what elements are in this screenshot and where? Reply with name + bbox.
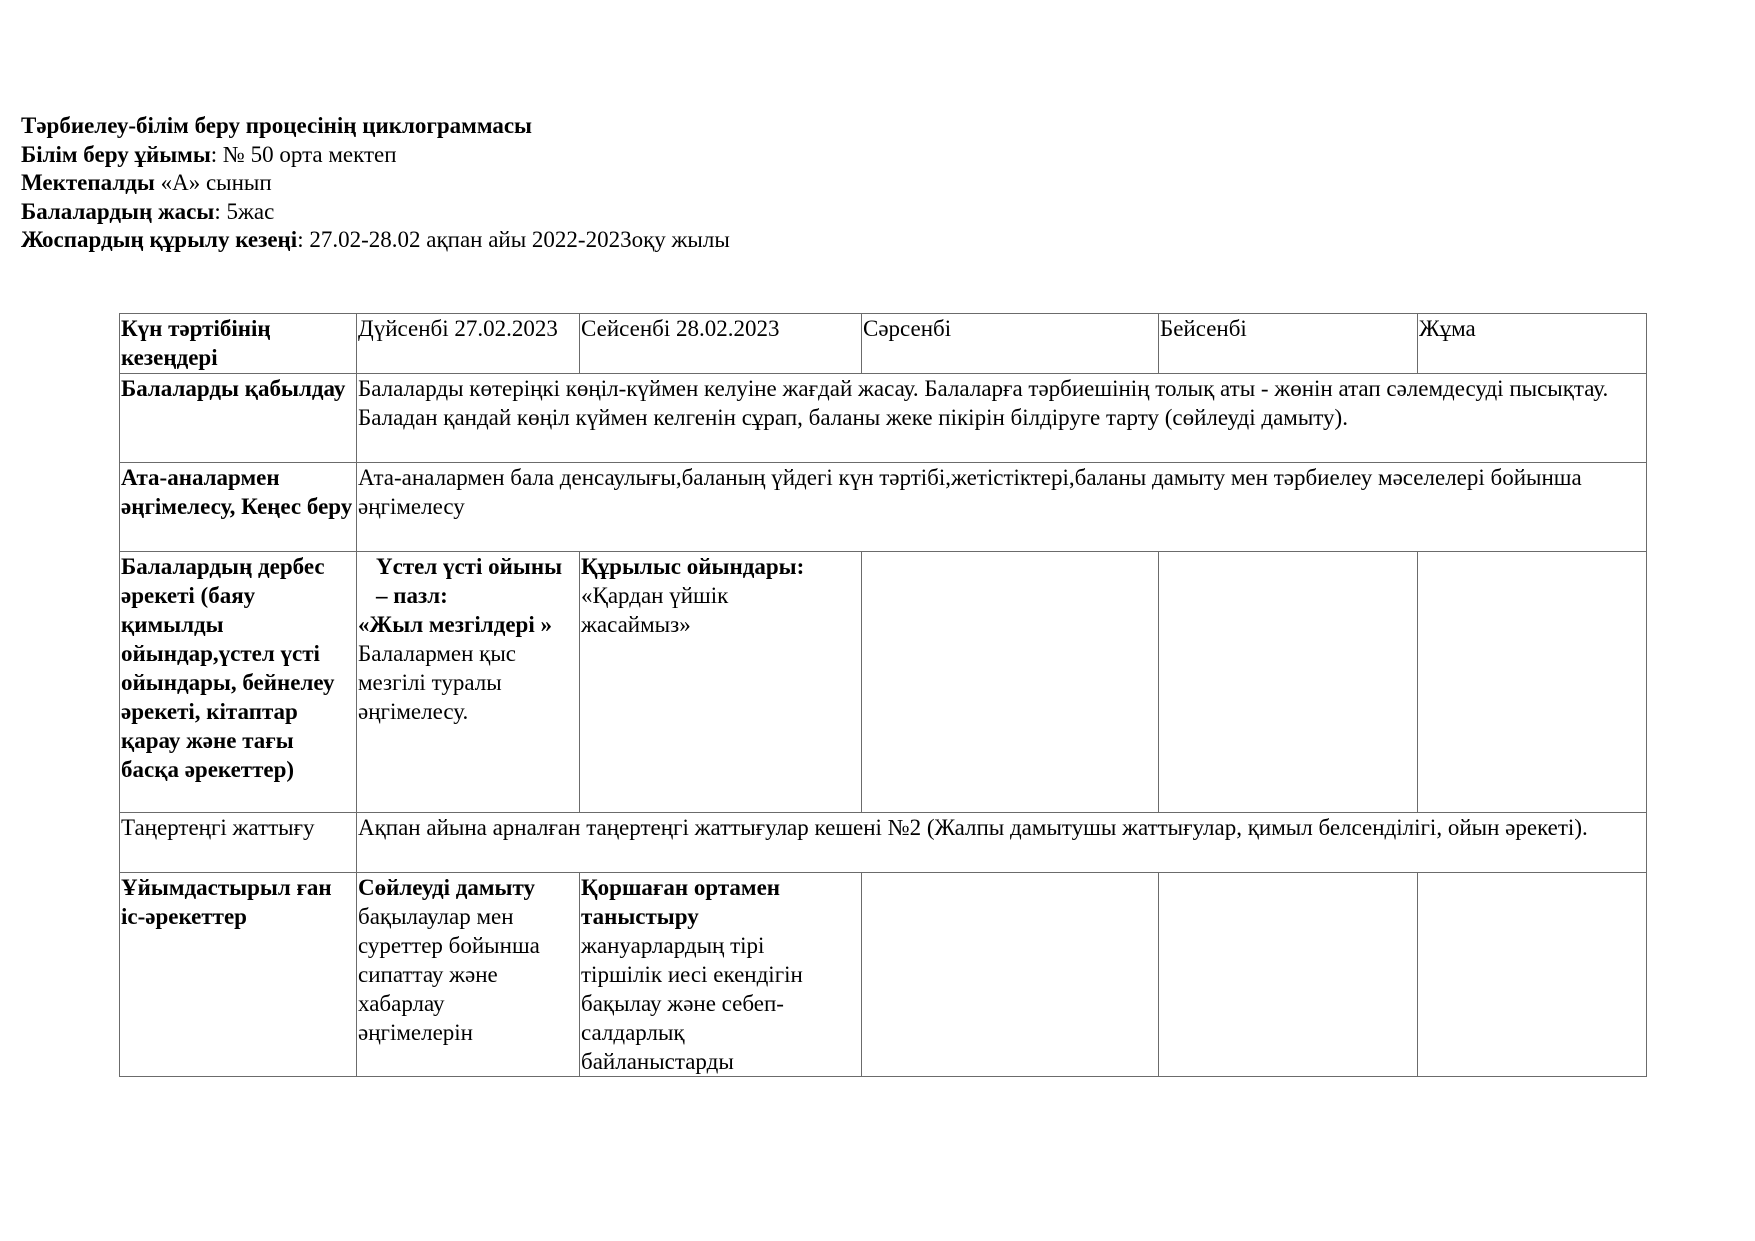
- row-label-reception: Балаларды қабылдау: [120, 374, 357, 463]
- table-header-row: [120, 314, 1647, 374]
- organized-wednesday-cell: [862, 873, 1159, 1077]
- parents-text: Ата-аналармен бала денсаулығы,баланың үйдегі күн тәртібі,жетістіктері,баланы дамыту мен тәрбиелеу мәселелері бойынша әңгімелесу: [357, 463, 1647, 552]
- cyclogram-table: [119, 313, 1647, 1077]
- table-row: [120, 873, 1647, 1077]
- header-cell-monday: Дүйсенбі 27.02.2023: [357, 314, 580, 374]
- tuesday-game-title: Құрылыс ойындары:: [581, 554, 805, 579]
- monday-game-text: Балалармен қыс мезгілі туралы әңгімелесу.: [358, 641, 517, 724]
- table-row: [120, 463, 1647, 552]
- reception-text: Балаларды көтеріңкі көңіл-күймен келуіне жағдай жасау. Балаларға тәрбиешінің толық аты - жөнін атап сәлемдесуді пысықтау. Баладан қандай көңіл күймен келгенін сұрап, баланы жеке пікірін білдіруге тарту (сөйлеуді дамыту).: [357, 374, 1647, 463]
- document-header: [21, 112, 730, 255]
- monday-activity-text: бақылаулар мен суреттер бойынша сипаттау және хабарлау әңгімелерін: [358, 904, 540, 1045]
- monday-game-title: Үстел үсті ойыны – пазл:: [376, 554, 563, 608]
- row-label-morning-exercise: Таңертеңгі жаттығу: [120, 813, 357, 873]
- independent-friday-cell: [1418, 552, 1647, 813]
- age-line: Балалардың жасы: 5жас: [21, 198, 275, 224]
- header-cell-tuesday: Сейсенбі 28.02.2023: [580, 314, 862, 374]
- header-cell-thursday: Бейсенбі: [1159, 314, 1418, 374]
- row-label-organized-activities: Ұйымдастырыл ған іс-әрекеттер: [120, 873, 357, 1077]
- monday-game-subtitle: «Жыл мезгілдері »: [358, 612, 552, 637]
- tuesday-activity-text: жануарлардың тірі тіршілік иесі екендігін бақылау және себеп-салдарлық байланыстарды: [581, 933, 803, 1074]
- organized-tuesday-cell: [580, 873, 862, 1077]
- independent-tuesday-cell: [580, 552, 862, 813]
- header-cell-friday: Жұма: [1418, 314, 1647, 374]
- class-line: Мектепалды «А» сынып: [21, 170, 272, 195]
- independent-wednesday-cell: [862, 552, 1159, 813]
- tuesday-game-text: «Қардан үйшік жасаймыз»: [581, 583, 729, 637]
- monday-activity-title: Сөйлеуді дамыту: [358, 875, 535, 900]
- table-row: [120, 552, 1647, 813]
- row-label-independent-activity: Балалардың дербес әрекеті (баяу қимылды ойындар,үстел үсті ойындары, бейнелеу әрекеті, кітаптар қарау және тағы басқа әрекеттер): [120, 552, 357, 813]
- organized-friday-cell: [1418, 873, 1647, 1077]
- header-cell-wednesday: Сәрсенбі: [862, 314, 1159, 374]
- independent-thursday-cell: [1159, 552, 1418, 813]
- row-label-parents: Ата-аналармен әңгімелесу, Кеңес беру: [120, 463, 357, 552]
- period-line: Жоспардың құрылу кезеңі: 27.02-28.02 ақпан айы 2022-2023оқу жылы: [21, 227, 730, 252]
- organized-monday-cell: [357, 873, 580, 1077]
- organization-line: Білім беру ұйымы: № 50 орта мектеп: [21, 141, 397, 167]
- morning-exercise-text: Ақпан айына арналған таңертеңгі жаттығулар кешені №2 (Жалпы дамытушы жаттығулар, қимыл белсенділігі, ойын әрекеті).: [357, 813, 1647, 873]
- tuesday-activity-title: Қоршаған ортамен таныстыру: [581, 875, 781, 929]
- independent-monday-cell: [357, 552, 580, 813]
- document-title: Тәрбиелеу-білім беру процесінің циклограммасы: [21, 113, 533, 138]
- table-row: [120, 813, 1647, 873]
- organized-thursday-cell: [1159, 873, 1418, 1077]
- table-row: [120, 374, 1647, 463]
- header-cell-schedule: Күн тәртібінің кезеңдері: [120, 314, 357, 374]
